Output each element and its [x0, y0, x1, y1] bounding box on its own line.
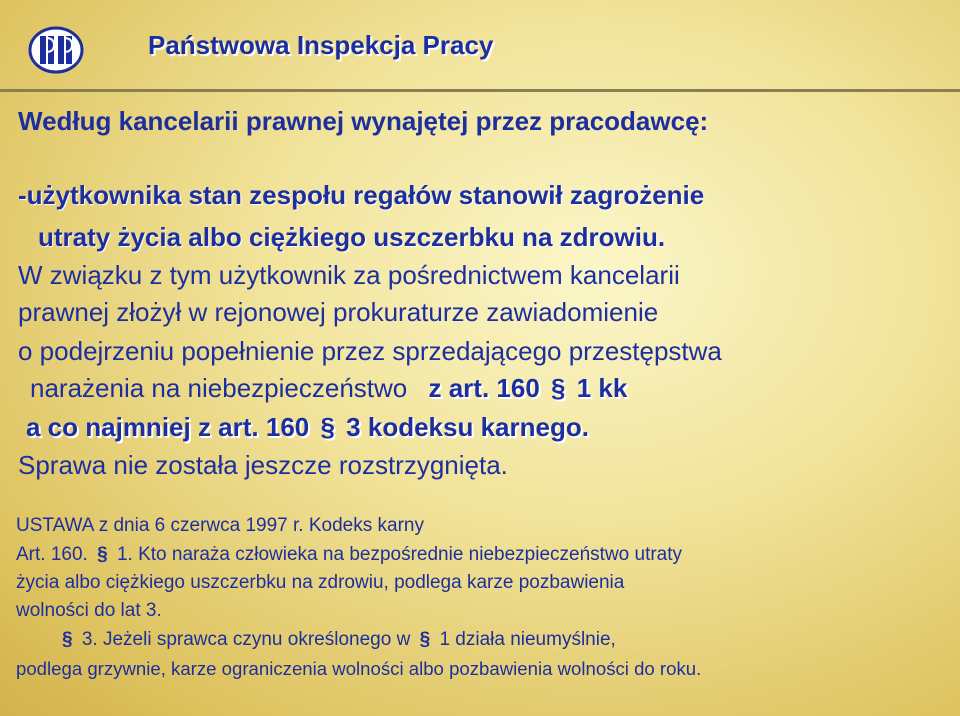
section-3-criminal-code: 3 kodeksu karnego. [346, 412, 589, 442]
section-1-text: 1 działa nieumyślnie, [439, 629, 616, 650]
law-line-4 [58, 629, 616, 651]
article-text: 1. Kto naraża człowieka na bezpośrednie niebezpieczeństwo utraty [116, 544, 683, 565]
section-3-text: 3. Jeżeli sprawca czynu określonego w [81, 629, 411, 650]
paragraph-2-line-1: W związku z tym użytkownik za pośrednictwem kancelarii [18, 260, 680, 290]
paragraph-2-line-5 [26, 412, 589, 443]
paragraph-1-line-1: -użytkownika stan zespołu regałów stanowił zagrożenie [18, 180, 705, 210]
law-line-2: życia albo ciężkiego uszczerbku na zdrowiu, podlega karze pozbawienia [16, 572, 625, 593]
law-line-3: wolności do lat 3. [16, 600, 162, 621]
paragraph-1-line-2: utraty życia albo ciężkiego uszczerbku na zdrowiu. [38, 222, 666, 252]
heading: Według kancelarii prawnej wynajętej przez pracodawcę: [18, 106, 709, 136]
paragraph-2-line-4 [30, 373, 627, 404]
law-title: USTAWA z dnia 6 czerwca 1997 r. Kodeks karny [16, 515, 424, 536]
section-symbol-icon: § [320, 412, 335, 442]
section-1-kk: 1 kk [576, 373, 628, 403]
law-line-1 [16, 544, 682, 566]
case-status: Sprawa nie została jeszcze rozstrzygnięta. [18, 450, 508, 480]
section-symbol-icon: § [419, 629, 431, 650]
article-label: Art. 160. [16, 544, 88, 565]
header-divider [0, 89, 960, 92]
article-ref-160-min: a co najmniej z art. 160 [26, 412, 310, 442]
section-symbol-icon: § [551, 373, 566, 403]
paragraph-2-line-2: prawnej złożył w rejonowej prokuraturze zawiadomienie [18, 297, 659, 327]
article-ref-160: z art. 160 [428, 373, 540, 403]
section-symbol-icon: § [97, 544, 108, 565]
law-line-5: podlega grzywnie, karze ograniczenia wolności albo pozbawienia wolności do roku. [16, 658, 702, 679]
paragraph-2-line-3: o podejrzeniu popełnienie przez sprzedającego przestępstwa [18, 336, 722, 366]
section-symbol-icon: § [62, 629, 73, 650]
endangerment-text: narażenia na niebezpieczeństwo [30, 373, 408, 403]
brand-title: Państwowa Inspekcja Pracy [148, 30, 494, 60]
pip-logo-icon [28, 26, 84, 74]
